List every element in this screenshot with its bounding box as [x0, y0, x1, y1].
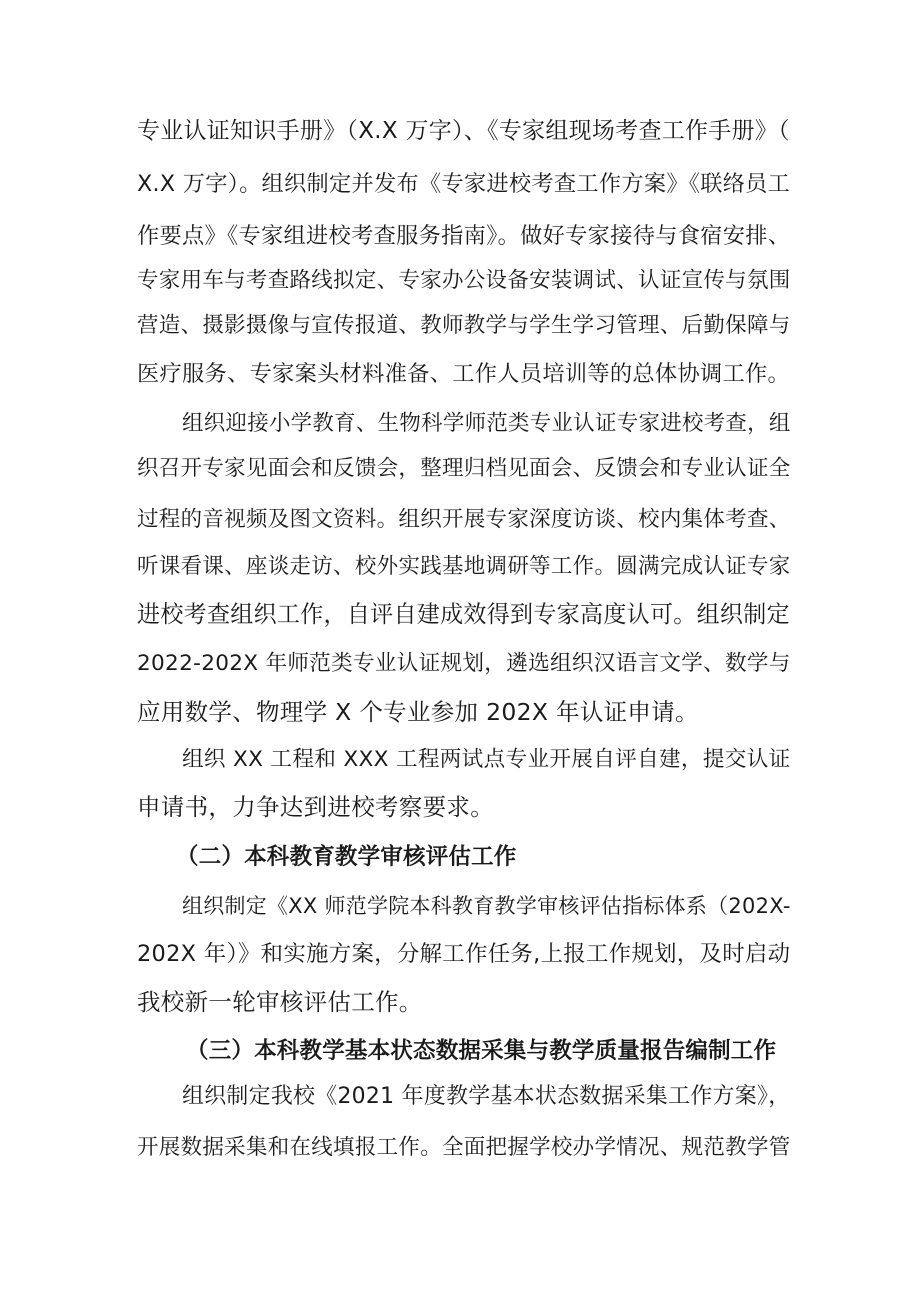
paragraph-1-line-5: 营造、摄影摄像与宣传报道、教师教学与学生学习管理、后勤保障与 — [137, 313, 791, 338]
paragraph-1-line-6: 医疗服务、专家案头材料准备、工作人员培训等的总体协调工作。 — [137, 361, 791, 387]
paragraph-2-line-1: 组织迎接小学教育、生物科学师范类专业认证专家进校考查，组 — [182, 411, 791, 436]
paragraph-2-line-5: 进校考查组织工作，自评自建成效得到专家高度认可。组织制定 — [137, 602, 790, 628]
paragraph-2-line-3: 过程的音视频及图文资料。组织开展专家深度访谈、校内集体考查、 — [137, 507, 791, 532]
paragraph-2-line-6: 2022-202X 年师范类专业认证规划，遴选组织汉语言文学、数学与 — [137, 651, 791, 676]
section-heading-2: （二）本科教育教学审核评估工作 — [176, 844, 517, 870]
section-heading-3: （三）本科教学基本状态数据采集与教学质量报告编制工作 — [186, 1038, 777, 1064]
paragraph-1-line-1: 专业认证知识手册》（X.X 万字）、《专家组现场考查工作手册》（ — [137, 118, 790, 144]
paragraph-2-line-7: 应用数学、物理学 X 个专业参加 202X 年认证申请。 — [137, 698, 699, 726]
paragraph-5-line-1: 组织制定我校《2021 年度教学基本状态数据采集工作方案》， — [182, 1084, 791, 1109]
paragraph-1-line-3: 作要点》《专家组进校考查服务指南》。做好专家接待与食宿安排、 — [137, 223, 791, 249]
paragraph-1-line-2: X.X 万字）。组织制定并发布《专家进校考查工作方案》《联络员工 — [137, 171, 791, 197]
paragraph-5-line-2: 开展数据采集和在线填报工作。全面把握学校办学情况、规范教学管 — [137, 1135, 791, 1160]
paragraph-4-line-2: 202X 年）》和实施方案，分解工作任务,上报工作规划，及时启动 — [137, 941, 791, 967]
paragraph-3-line-2: 申请书，力争达到进校考察要求。 — [137, 793, 494, 821]
paragraph-2-line-2: 织召开专家见面会和反馈会，整理归档见面会、反馈会和专业认证全 — [137, 456, 791, 481]
paragraph-1-line-4: 专家用车与考查路线拟定、专家办公设备安装调试、认证宣传与氛围 — [137, 268, 791, 293]
paragraph-4-line-1: 组织制定《XX 师范学院本科教育教学审核评估指标体系（202X- — [182, 894, 791, 918]
paragraph-2-line-4: 听课看课、座谈走访、校外实践基地调研等工作。圆满完成认证专家 — [137, 554, 791, 579]
paragraph-4-line-3: 我校新一轮审核评估工作。 — [137, 988, 423, 1016]
paragraph-3-line-1: 组织 XX 工程和 XXX 工程两试点专业开展自评自建，提交认证 — [182, 747, 791, 772]
